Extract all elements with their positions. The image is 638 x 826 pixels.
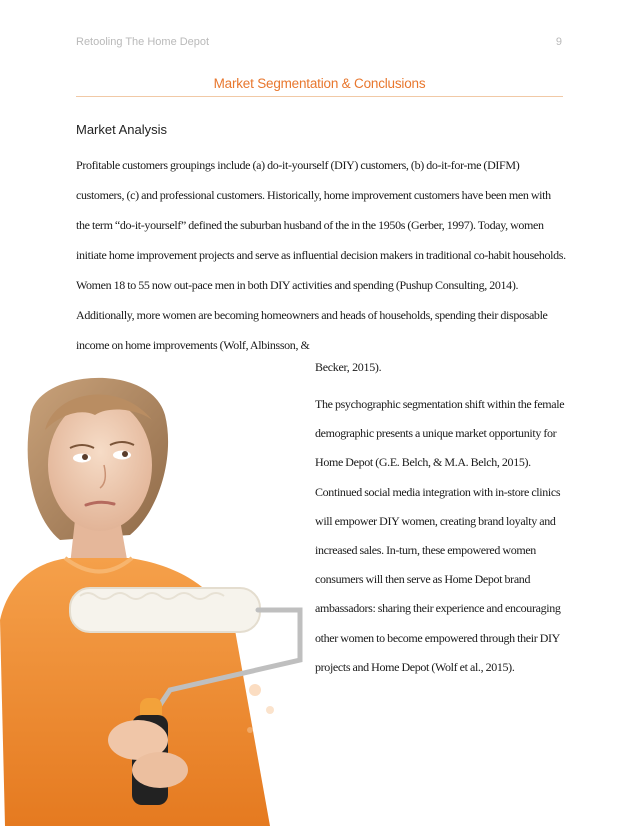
body-paragraph-1: Profitable customers groupings include (a) do-it-yourself (DIY) customers, (b) do-it-for-me (DIFM) customers, (c) and professional customers. Historically, home improvement customers have been men with the term “do-it-yourself” defined the suburban husband of the in the 1950s (Gerber, 1997). Today, women initiate home improvement projects and serve as influential decision makers in traditional co-habit households. Women 18 to 55 now out-pace men in both DIY activities and spending (Pushup Consulting, 2014). Additionally, more women are becoming homeowners and heads of households, spending their disposable income on home improvements (Wolf, Albinsson, & [76,158,566,352]
section-title: Market Segmentation & Conclusions [213,76,426,91]
body-paragraph-2: The psychographic segmentation shift within the female demographic presents a unique market opportunity for Home Depot (G.E. Belch, & M.A. Belch, 2015). Continued social media integration with in-store clinics will empower DIY women, creating brand loyalty and increased sales. In-turn, these empowered women consumers will then serve as Home Depot brand ambassadors: sharing their experience and encouraging other women to become empowered through their DIY projects and Home Depot (Wolf et al., 2015). [315,397,565,674]
section-title-rule [76,96,563,97]
body-paragraph-1-tail: Becker, 2015). [315,360,382,374]
subheading-market-analysis: Market Analysis [76,122,168,137]
running-header-title: Retooling The Home Depot [76,36,210,48]
page-number: 9 [555,36,562,48]
woman-with-paint-roller-photo [0,360,310,826]
